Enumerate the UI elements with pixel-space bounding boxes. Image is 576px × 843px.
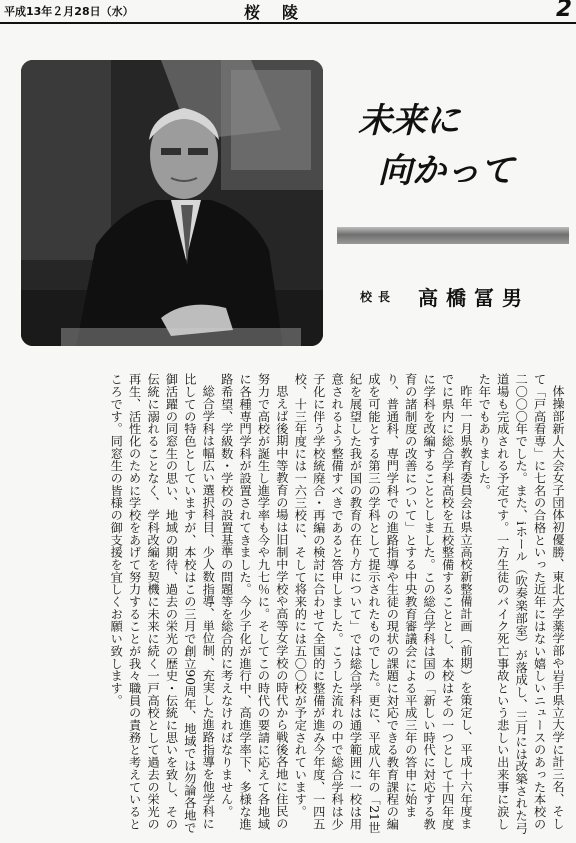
body-paragraph: 思えば後期中等教育の場は旧制中学校や高等女学校の時代から戦後各地に住民の努力で高校が誕生し進学率も今や九七％に。そしてこの時代の要請に応えて各地域に各種専門学科が設置されてきました。今少子化が進行中、高進学率下、多様な進路希望、学級数・学校の設置基準の問題等を総合的に考えなければなりません。: [219, 373, 289, 830]
title-line-2: 向かって: [378, 151, 514, 191]
principal-photo: [21, 60, 323, 346]
body-paragraph: 体操部新人大会女子団体初優勝、東北大学薬学部や岩手県立大学に計三名、そして「戸高看専」に七名の合格といった近年にはない嬉しいニュースのあった本校の二〇〇〇年でした。また、iホール（吹奏楽部室）が落成し、三月には改築された弓道場も完成される予定です。一方生徒のバイク死亡事故という悲しい出来事に涙した年でもありました。: [477, 373, 565, 834]
body-paragraph: 昨年一月県教育委員会は県立高校新整備計画（前期）を策定し、平成十六年度までに県内に総合学科高校を五校整備することとし、本校はその一つとして十四年度に学科を改編することとしました。この総合学科は国の「新しい時代に対応する教育の諸制度の改善について」とする中央教育審議会による平成三年の答申に始まり、普通科、専門学科での進路指導や生徒の現状の課題に対応できる教育課程の編成を可能とする第三の学科として提示されたものでした。更に、平成八年の「21世紀を展望した我が国の教育の在り方について」では総合学科は通学範囲に一校は用意されるよう整備すべきであると答申しました。こうした流れの中で総合学科は少子化に伴う学校統廃合・再編の検討に合わせて全国的に整備が進み今年度、一四五校、十三年度には一六三校に、そして将来的には五〇〇校が予定されています。: [293, 373, 473, 834]
issue-date: 平成13年２月28日（水）: [4, 5, 134, 18]
author-role: 校長: [360, 290, 397, 304]
page-header: [0, 0, 576, 22]
page-number: 2: [555, 0, 572, 22]
newsletter-masthead: 桜陵: [244, 3, 321, 22]
author-name: 高橋冨男: [418, 286, 530, 310]
article-body: [22, 373, 567, 835]
decorative-band: [337, 227, 569, 244]
header-rule: [0, 22, 576, 24]
title-line-1: 未来に: [358, 101, 460, 141]
body-paragraph: 総合学科は幅広い選択科目、少人数指導、単位制、充実した進路指導を他学科に比しての特色としていますが、本校はこの三月で創立90周年、地域では勿論各地で御活躍の同窓生の思い、地域の期待、過去の栄光の歴史・伝統に思いを致し、その伝統に溺れることなく、学科改編を契機に未来に続く一戸高校として過去の栄光の再生、活性化のために学校をあげて努力することが我々職員の責務と考えているところです。同窓生の皆様の御支援を宜しくお願い致します。: [109, 373, 216, 834]
